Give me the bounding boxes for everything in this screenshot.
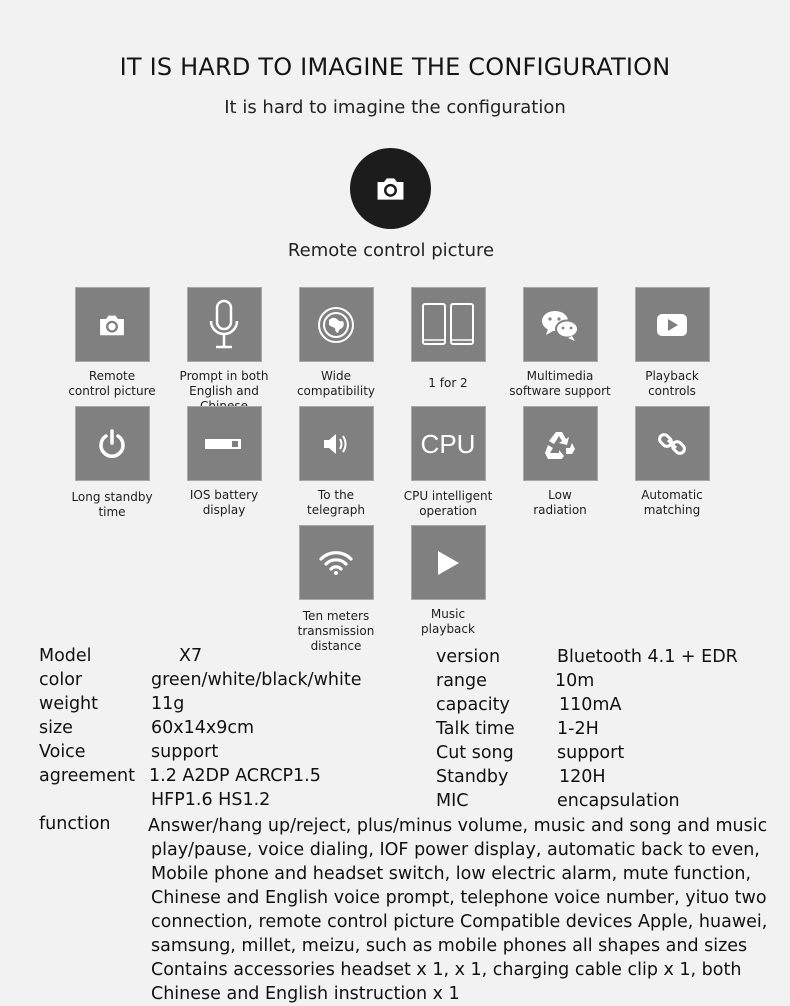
spec-value: 10m [555, 671, 595, 691]
camera-icon [95, 308, 129, 342]
feature-playback-controls [616, 287, 728, 399]
feature-icon-box [299, 406, 374, 481]
function-line: Answer/hang up/reject, plus/minus volume, music and song and music [148, 816, 768, 836]
feature-icon-box [187, 406, 262, 481]
feature-auto-matching [616, 406, 728, 518]
feature-icon-box [411, 287, 486, 362]
spec-value: 1.2 A2DP ACRCP1.5 [149, 766, 321, 786]
feature-icon-box [411, 406, 486, 481]
function-line: samsung, millet, meizu, such as mobile phones all shapes and sizes [151, 936, 748, 956]
feature-ten-meters [280, 525, 392, 654]
spec-label: Cut song [436, 743, 514, 763]
spec-label: Talk time [436, 719, 515, 739]
spec-label: color [39, 670, 83, 690]
feature-standby [56, 406, 168, 520]
spec-label: weight [39, 694, 99, 714]
feature-remote-picture [56, 287, 168, 399]
feature-icon-box [75, 287, 150, 362]
function-line: Chinese and English voice prompt, telephone voice number, yituo two [151, 888, 767, 908]
feature-icon-box [523, 406, 598, 481]
feature-label: Automatic matching [641, 488, 703, 517]
link-icon [657, 429, 687, 459]
feature-label: 1 for 2 [428, 376, 468, 390]
function-description [148, 814, 781, 1006]
hero-camera-badge [350, 148, 431, 229]
feature-label: IOS battery display [189, 488, 259, 517]
feature-label: Wide compatibility [296, 369, 376, 398]
spec-label: size [39, 718, 73, 738]
page-title: IT IS HARD TO IMAGINE THE CONFIGURATION [119, 53, 671, 81]
camera-icon [372, 170, 409, 207]
wechat-icon [540, 308, 580, 342]
spec-value: green/white/black/white [151, 670, 362, 690]
feature-icon-box [411, 525, 486, 600]
power-icon [97, 429, 127, 459]
feature-ios-battery [168, 406, 280, 518]
feature-label: Music playback [421, 607, 475, 636]
spec-value: support [557, 743, 625, 763]
feature-label: Low radiation [533, 488, 587, 517]
spec-label: Voice [39, 742, 86, 762]
spec-label: range [436, 671, 487, 691]
wifi-icon [319, 550, 353, 576]
feature-icon-box [299, 525, 374, 600]
feature-telegraph [280, 406, 392, 518]
spec-value: 120H [559, 767, 606, 787]
page-subtitle: It is hard to imagine the configuration [224, 97, 566, 118]
spec-value: HFP1.6 HS1.2 [151, 790, 271, 810]
spec-label: Model [39, 646, 92, 666]
feature-multimedia [504, 287, 616, 399]
function-line: connection, remote control picture Compatible devices Apple, huawei, [151, 912, 768, 932]
feature-bilingual-prompt [168, 287, 280, 414]
microphone-icon [204, 299, 244, 351]
feature-icon-box [635, 287, 710, 362]
feature-label: Multimedia software support [509, 369, 611, 398]
cpu-text-icon: CPU [420, 429, 476, 459]
spec-label: Standby [436, 767, 509, 787]
speaker-icon [321, 431, 351, 457]
feature-compatibility [280, 287, 392, 399]
play-icon [435, 549, 461, 577]
spec-value: 1-2H [557, 719, 599, 739]
feature-label: Long standby time [71, 490, 153, 519]
spec-value: Bluetooth 4.1 + EDR [557, 647, 738, 667]
feature-icon-box [523, 287, 598, 362]
feature-cpu [392, 406, 504, 519]
feature-label: To the telegraph [307, 488, 365, 517]
spec-value: 110mA [559, 695, 622, 715]
battery-bar-icon [204, 438, 244, 450]
play-video-icon [656, 313, 688, 337]
function-line: Chinese and English instruction x 1 [151, 984, 460, 1004]
spec-value: encapsulation [557, 791, 680, 811]
spec-value: 11g [151, 694, 185, 714]
spec-label: version [436, 647, 501, 667]
feature-icon-box [299, 287, 374, 362]
spec-value: 60x14x9cm [151, 718, 255, 738]
function-line: Contains accessories headset x 1, x 1, charging cable clip x 1, both [151, 960, 742, 980]
two-phones-icon [420, 300, 476, 350]
feature-music-playback [392, 525, 504, 637]
feature-label: Ten meters transmission distance [297, 609, 375, 653]
feature-icon-box [187, 287, 262, 362]
feature-label: Playback controls [645, 369, 699, 398]
function-line: play/pause, voice dialing, IOF power display, automatic back to even, [151, 840, 760, 860]
spec-value: X7 [179, 646, 203, 666]
hero-label: Remote control picture [287, 240, 495, 261]
feature-low-radiation [504, 406, 616, 518]
feature-icon-box [635, 406, 710, 481]
spec-label: MIC [436, 791, 469, 811]
recycle-icon [544, 429, 576, 459]
feature-label: CPU intelligent operation [403, 489, 493, 518]
feature-one-for-two [392, 287, 504, 391]
spec-value: support [151, 742, 219, 762]
feature-icon-box [75, 406, 150, 481]
function-line: Mobile phone and headset switch, low electric alarm, mute function, [151, 864, 752, 884]
function-label: function [39, 814, 111, 834]
spec-label: capacity [436, 695, 510, 715]
feature-label: Remote control picture [68, 369, 156, 398]
feature-label: Prompt in both English and [179, 369, 269, 398]
globe-icon [316, 305, 356, 345]
spec-label: agreement [39, 766, 135, 786]
